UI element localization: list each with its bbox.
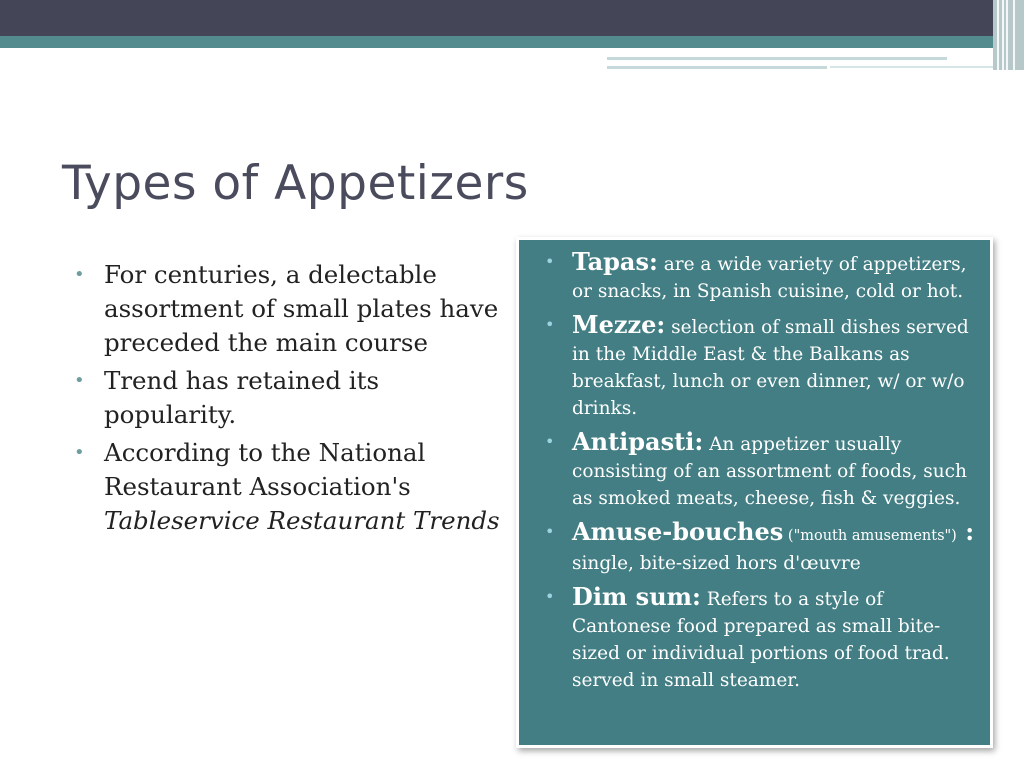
term-definition: are a wide variety of appetizers, or snacks, in Spanish cuisine, cold or hot. bbox=[572, 254, 967, 302]
term-label: Tapas: bbox=[572, 247, 658, 276]
bullet-icon: • bbox=[74, 370, 85, 391]
bullet-text: According to the National Restaurant Association's bbox=[104, 438, 426, 501]
header-accent-line bbox=[607, 66, 827, 69]
left-bullet-list bbox=[74, 258, 504, 542]
term-definition: single, bite-sized hors d'œuvre bbox=[572, 553, 861, 574]
term-definition: selection of small dishes served in the Middle East & the Balkans as breakfast, lunch or even dinner, w/ or w/o drinks. bbox=[572, 317, 969, 419]
list-item bbox=[545, 518, 985, 577]
term-note: ("mouth amusements") bbox=[783, 528, 957, 544]
bullet-icon: • bbox=[74, 442, 85, 463]
bullet-text: Trend has retained its popularity. bbox=[104, 366, 380, 429]
bullet-italic-text: Tableservice Restaurant Trends bbox=[104, 506, 500, 535]
header-band-teal bbox=[0, 36, 1000, 48]
bullet-icon: • bbox=[545, 432, 555, 451]
header-accent-line bbox=[607, 57, 947, 60]
term-label: Antipasti: bbox=[572, 427, 704, 456]
list-item bbox=[74, 436, 504, 538]
header-accent-line bbox=[830, 66, 1000, 68]
term-label: Dim sum: bbox=[572, 582, 701, 611]
list-item bbox=[545, 311, 985, 422]
slide-title: Types of Appetizers bbox=[62, 156, 529, 211]
list-item bbox=[545, 428, 985, 512]
term-definition: An appetizer usually consisting of an assortment of foods, such as smoked meats, cheese, fish & veggies. bbox=[572, 434, 967, 509]
term-label: Amuse-bouches bbox=[572, 517, 784, 546]
list-item bbox=[74, 258, 504, 360]
header-edge-block bbox=[993, 0, 1024, 70]
edge-stripe bbox=[1006, 0, 1008, 70]
list-item bbox=[74, 364, 504, 432]
edge-stripe bbox=[1002, 0, 1004, 70]
term-label: Mezze: bbox=[572, 310, 666, 339]
bullet-icon: • bbox=[545, 522, 555, 541]
bullet-icon: • bbox=[545, 587, 555, 606]
term-definition: Refers to a style of Cantonese food prepared as small bite-sized or individual portions of food trad. served in small steamer. bbox=[572, 589, 950, 691]
bullet-icon: • bbox=[545, 252, 555, 271]
edge-stripe bbox=[997, 0, 999, 70]
edge-stripe bbox=[1013, 0, 1015, 70]
term-colon: : bbox=[956, 517, 975, 546]
bullet-icon: • bbox=[545, 315, 555, 334]
bullet-text: For centuries, a delectable assortment of small plates have preceded the main course bbox=[104, 260, 499, 357]
header-band-dark bbox=[0, 0, 1024, 36]
definitions-list bbox=[545, 248, 985, 700]
list-item bbox=[545, 248, 985, 305]
bullet-icon: • bbox=[74, 264, 85, 285]
list-item bbox=[545, 583, 985, 694]
